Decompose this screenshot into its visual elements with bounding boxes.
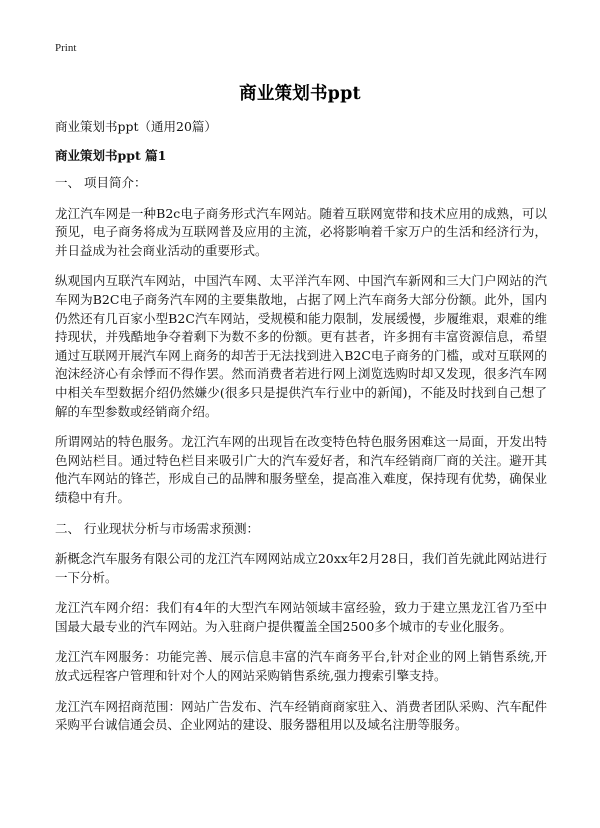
paragraph: 龙江汽车网招商范围：网站广告发布、汽车经销商商家驻入、消费者团队采购、汽车配件采购平台诚信通会员、企业网站的建设、服务器租用以及域名注册等服务。 [55,698,547,733]
document-title: 商业策划书ppt [239,84,361,104]
paragraph: 新概念汽车服务有限公司的龙江汽车网网站成立20xx年2月28日，我们首先就此网站进行一下分析。 [55,551,547,585]
paragraph: 所谓网站的特色服务。龙江汽车网的出现旨在改变特色特色服务困难这一局面，开发出特色网站栏目。通过特色栏目来吸引广大的汽车爱好者，和汽车经销商厂商的关注。避开其他汽车网站的锋芒，形成自己的品牌和服务壁垒，提高准入难度，保持现有优势，确保业绩稳中有升。 [55,434,547,505]
paragraph-project-intro-heading: 一、 项目简介： [55,175,147,190]
paragraph: 龙江汽车网介绍：我们有4年的大型汽车网站领域丰富经验，致力于建立黑龙江省乃至中国最大最专业的汽车网站。为入驻商户提供覆盖全国2500多个城市的专业化服务。 [55,600,547,634]
paragraph: 龙江汽车网服务：功能完善、展示信息丰富的汽车商务平台,针对企业的网上销售系统,开放式远程客户管理和针对个人的网站采购销售系统,强力搜索引擎支持。 [55,649,547,684]
paragraph: 龙江汽车网是一种B2c电子商务形式汽车网站。随着互联网宽带和技术应用的成熟，可以预见，电子商务将成为互联网普及应用的主流，必将影响着千家万户的生活和经济行为，并日益成为社会商业活动的重要形式。 [55,205,547,258]
paragraph-industry-analysis-heading: 二、 行业现状分析与市场需求预测： [55,520,259,536]
print-label: Print [55,42,77,54]
section-heading: 商业策划书ppt 篇1 [55,148,167,163]
document-body [55,118,547,747]
paragraph: 纵观国内互联汽车网站，中国汽车网、太平洋汽车网、中国汽车新网和三大门户网站的汽车网为B2C电子商务汽车网的主要集散地，占据了网上汽车商务大部分份额。此外，国内仍然还有几百家小型B2C汽车网站，受规模和能力限制，发展缓慢，步履维艰，艰难的维持现状，并残酷地争夺着剩下为数不多的份额。更有甚者，许多拥有丰富资源信息，希望通过互联网开展汽车网上商务的却苦于无法找到进入B2C电子商务的门槛，或对互联网的泡沫经济心有余悸而不得作罢。然而消费者若进行网上浏览选购时却又发现，很多汽车网中相关车型数据介绍仍然嫌少(很多只是提供汽车行业中的新闻)，不能及时找到自己想了解的车型参数或经销商介绍。 [55,273,547,419]
document-subtitle: 商业策划书ppt（通用20篇） [55,119,217,134]
